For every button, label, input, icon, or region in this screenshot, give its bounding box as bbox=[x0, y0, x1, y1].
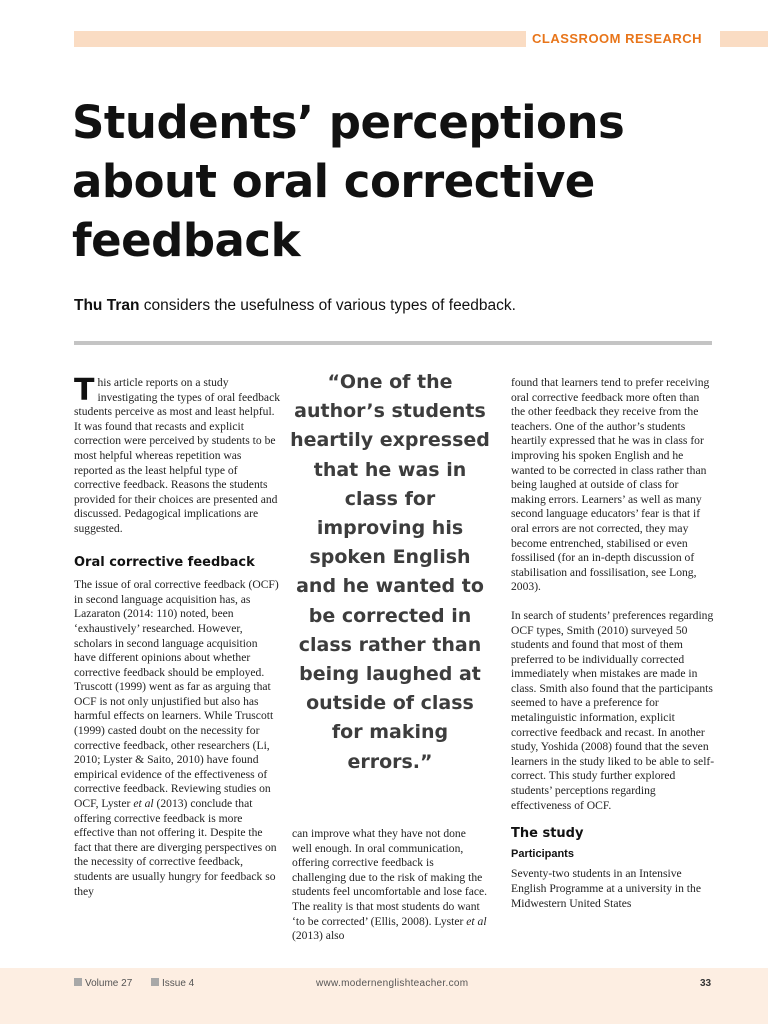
footer-volume bbox=[74, 978, 132, 990]
intro-text: his article reports on a study investigating the types of oral feedback students perceive as most and least helpful. It was found that recasts and explicit correction were perceived by students to be most helpful whereas repetition was reported as the least helpful type of corrective feedback. Reasons the students provided for their choices are presented and discussed. Pedagogical implications are suggested. bbox=[74, 376, 281, 535]
page-number: 33 bbox=[700, 978, 712, 989]
body-paragraph: found that learners tend to prefer receiving oral corrective feedback more often than the other feedback they receive from the teachers. One of the author’s students heartily expressed that he was in class for improving his spoken English and he wanted to be corrected in class rather than being laughed at outside of class for making errors. Learners’ as well as many second language educators’ fear is that if oral errors are not corrected, they may become entrenched, stabilised or even fossilised (for an in-depth discussion of stabilisation and fossilisation, see Long, 2003). bbox=[511, 376, 710, 594]
italic-text: et al bbox=[466, 914, 487, 928]
footer-issue bbox=[151, 978, 194, 990]
column-1 bbox=[74, 373, 281, 899]
body-paragraph bbox=[74, 578, 280, 899]
footer-issue-text: Issue 4 bbox=[162, 978, 195, 989]
body-text: (2013) also bbox=[292, 929, 345, 943]
body-text: (2013) conclude that offering corrective feedback is more effective than not offering it. Despite the fact that there are diverging perspectives on the necessity of corrective feedback, students are usually hungry for feedback so they bbox=[74, 797, 277, 898]
footer-url[interactable]: www.modernenglishteacher.com bbox=[316, 978, 469, 989]
header-band-right bbox=[720, 31, 768, 47]
title-divider bbox=[74, 341, 712, 345]
byline bbox=[74, 297, 724, 315]
body-paragraph bbox=[292, 827, 488, 944]
section-label: CLASSROOM RESEARCH bbox=[532, 31, 703, 46]
byline-author: Thu Tran bbox=[74, 297, 140, 314]
subhead-oral-corrective-feedback: Oral corrective feedback bbox=[74, 554, 255, 570]
drop-cap: T bbox=[74, 373, 95, 408]
body-text: can improve what they have not done well enough. In oral communication, offering corrective feedback is challenging due to the risk of making the students feel uncomfortable and lose face. The reality is that most students do want ‘to be corrected’ (Ellis, 2008). Lyster bbox=[292, 827, 488, 928]
square-bullet-icon bbox=[74, 978, 82, 986]
subhead-participants: Participants bbox=[511, 847, 574, 860]
subhead-the-study: The study bbox=[511, 826, 584, 842]
square-bullet-icon bbox=[151, 978, 159, 986]
body-paragraph: Seventy-two students in an Intensive English Programme at a university in the Midwestern United States bbox=[511, 867, 701, 910]
column-2 bbox=[292, 827, 488, 944]
page-footer bbox=[0, 968, 768, 1024]
body-text: The issue of oral corrective feedback (OCF) in second language acquisition has, as Lazaraton (2014: 110) noted, been ‘exhaustively’ researched. However, scholars in second language acquisition have different opinions about whether corrective feedback should be employed. Truscott (1999) went as far as arguing that OCF is not only unjustified but also has harmful effects on learners. While Truscott (1999) casted doubt on the necessity for corrective feedback, other researchers (Li, 2010; Lyster & Saito, 2010) have found empirical evidence of the effectiveness of corrective feedback. Reviewing studies on OCF, Lyster bbox=[74, 578, 279, 811]
article-title: Students’ perceptions about oral corrective feedback bbox=[72, 96, 625, 267]
body-paragraph: In search of students’ preferences regarding OCF types, Smith (2010) surveyed 50 students and found that most of them preferred to be individually corrected immediately when mistakes are made in class. Smith also found that the participants seemed to have a preference for metalinguistic information, explicit corrective feedback and recast. In another study, Yoshida (2008) found that the seven learners in the study liked to be able to self-correct. This study further explored students’ perceptions regarding effectiveness of OCF. bbox=[511, 608, 715, 812]
byline-text: considers the usefulness of various types of feedback. bbox=[139, 297, 516, 314]
header-band-left bbox=[74, 31, 526, 47]
column-3 bbox=[511, 376, 715, 911]
pull-quote: “One of the author’s students heartily expressed that he was in class for improving his spoken English and he wanted to be corrected in class rather than being laughed at outside of class for making errors.” bbox=[290, 371, 490, 773]
footer-volume-text: Volume 27 bbox=[85, 978, 133, 989]
italic-text: et al bbox=[133, 797, 154, 811]
intro-paragraph bbox=[74, 373, 281, 537]
